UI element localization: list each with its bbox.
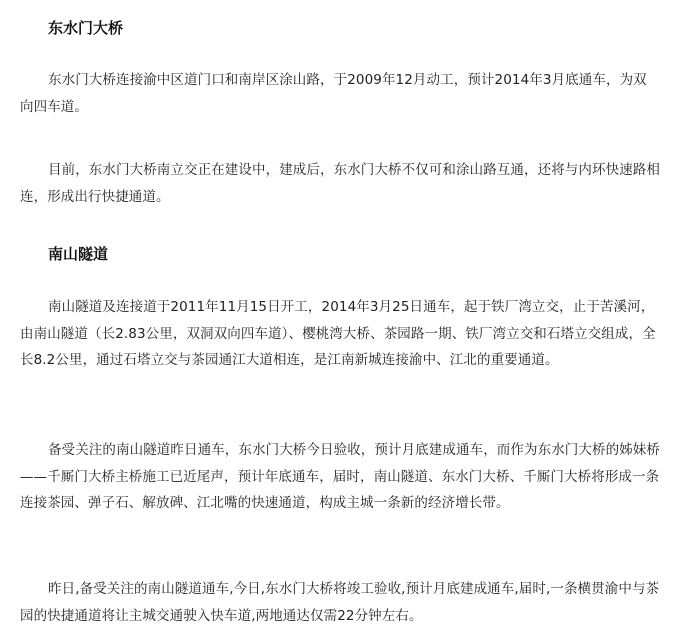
paragraph: 备受关注的南山隧道昨日通车，东水门大桥今日验收，预计月底建成通车，而作为东水门大桥的姊妹桥——千厮门大桥主桥施工已近尾声，预计年底通车，届时，南山隧道、东水门大桥、千厮门大桥将形成一条连接茶园、弹子石、解放碑、江北嘴的快速通道，构成主城一条新的经济增长带。: [20, 442, 660, 511]
paragraph: 东水门大桥连接渝中区道门口和南岸区涂山路，于2009年12月动工，预计2014年3月底通车，为双向四车道。: [20, 72, 647, 115]
paragraph: 目前，东水门大桥南立交正在建设中，建成后，东水门大桥不仅可和涂山路互通，还将与内环快速路相连，形成出行快捷通道。: [20, 162, 660, 205]
section-heading-dongshuimen-bridge: 东水门大桥: [48, 19, 124, 37]
paragraph: 南山隧道及连接道于2011年11月15日开工，2014年3月25日通车，起于铁厂湾立交，止于苦溪河，由南山隧道（长2.83公里，双洞双向四车道）、樱桃湾大桥、茶园路一期、铁厂湾立交和石塔立交组成，全长8.2公里，通过石塔立交与茶园通江大道相连，是江南新城连接渝中、江北的重要通道。: [20, 299, 656, 368]
paragraph: 昨日,备受关注的南山隧道通车,今日,东水门大桥将竣工验收,预计月底建成通车,届时,一条横贯渝中与茶园的快捷通道将让主城交通驶入快车道,两地通达仅需22分钟左右。: [20, 581, 660, 624]
section-heading-nanshan-tunnel: 南山隧道: [48, 245, 109, 263]
